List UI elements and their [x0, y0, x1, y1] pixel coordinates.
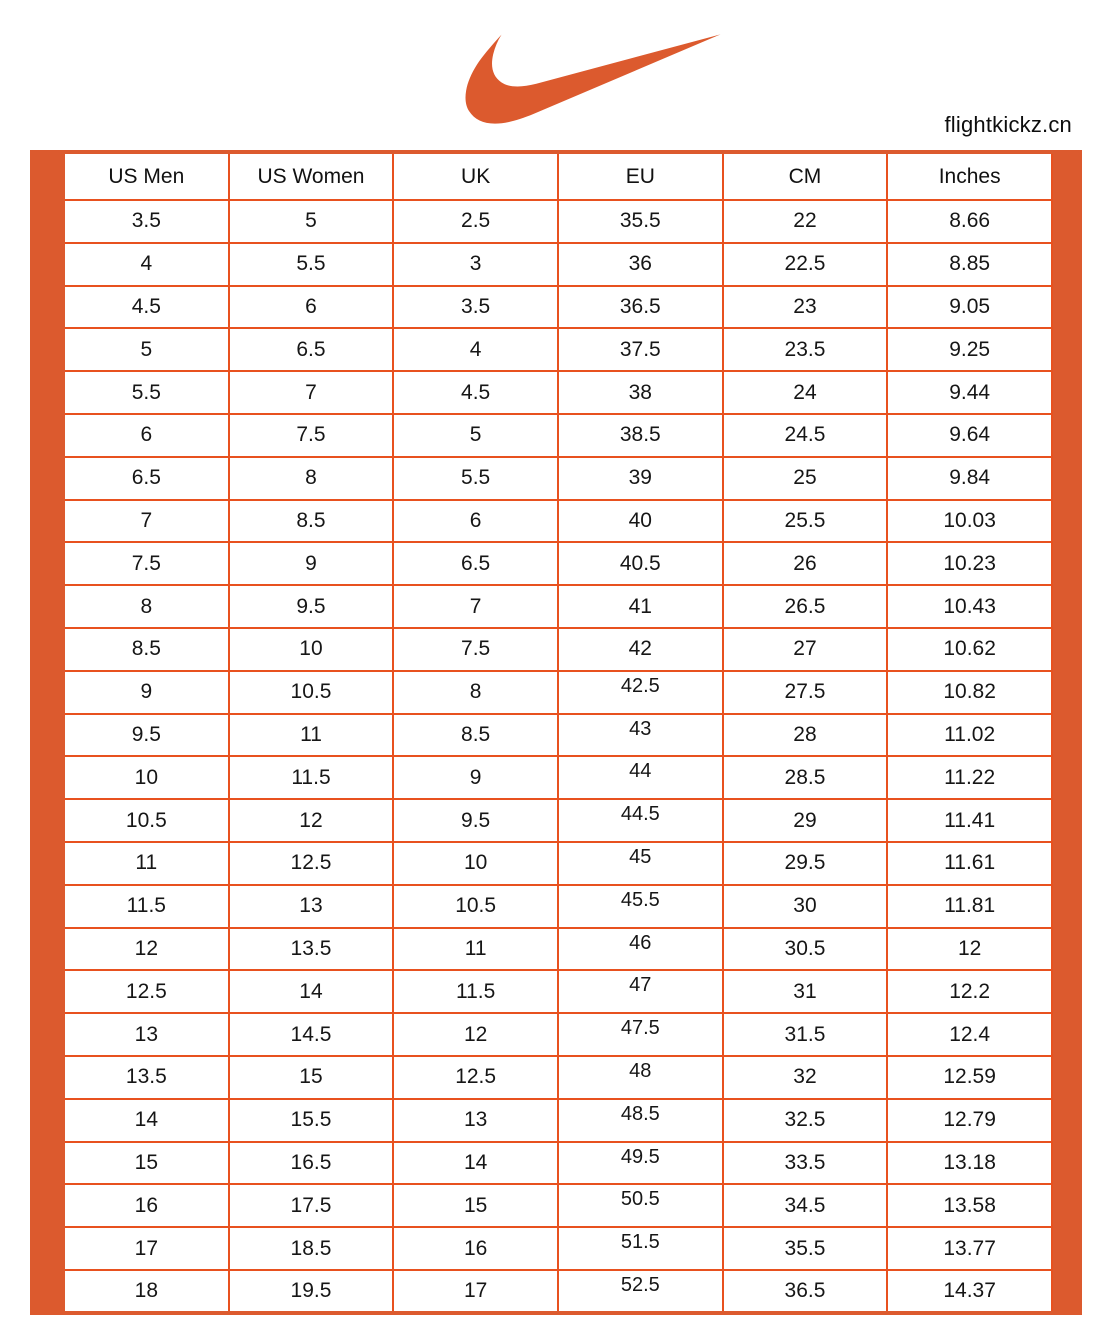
table-row	[32, 842, 1080, 885]
table-row	[32, 1056, 1080, 1099]
table-cell: 10	[229, 628, 394, 671]
table-cell: 30	[723, 885, 888, 928]
orange-strip-cell	[32, 756, 64, 799]
table-cell: 28	[723, 714, 888, 757]
table-cell: 12.2	[887, 970, 1052, 1013]
table-cell: 5.5	[393, 457, 558, 500]
table-cell: 8	[64, 585, 229, 628]
orange-strip-cell	[1052, 414, 1080, 457]
table-cell: 4	[393, 328, 558, 371]
table-row	[32, 756, 1080, 799]
table-cell: 8.5	[64, 628, 229, 671]
table-cell: 13	[64, 1013, 229, 1056]
table-cell: 29.5	[723, 842, 888, 885]
table-cell: 37.5	[558, 328, 723, 371]
orange-strip-cell	[1052, 585, 1080, 628]
table-cell: 10.5	[229, 671, 394, 714]
table-cell: 42.5	[558, 671, 723, 714]
table-cell: 8.66	[887, 200, 1052, 243]
table-cell: 47.5	[558, 1013, 723, 1056]
table-cell: 11	[393, 928, 558, 971]
table-cell: 14	[229, 970, 394, 1013]
table-cell: 8	[229, 457, 394, 500]
table-cell: 6.5	[64, 457, 229, 500]
orange-strip-cell	[32, 714, 64, 757]
table-cell: 13	[229, 885, 394, 928]
table-cell: 9.5	[64, 714, 229, 757]
table-cell: 6.5	[229, 328, 394, 371]
table-cell: 14	[64, 1099, 229, 1142]
table-cell: 10.43	[887, 585, 1052, 628]
orange-strip-cell	[32, 671, 64, 714]
size-chart-table	[30, 150, 1082, 1315]
table-cell: 30.5	[723, 928, 888, 971]
table-cell: 12.59	[887, 1056, 1052, 1099]
orange-strip-cell	[1052, 885, 1080, 928]
table-cell: 15.5	[229, 1099, 394, 1142]
table-cell: 13	[393, 1099, 558, 1142]
table-cell: 9	[64, 671, 229, 714]
table-row	[32, 542, 1080, 585]
table-cell: 25	[723, 457, 888, 500]
table-cell: 11.5	[64, 885, 229, 928]
orange-strip-cell	[1052, 1013, 1080, 1056]
table-cell: 44.5	[558, 799, 723, 842]
table-cell: 27	[723, 628, 888, 671]
table-cell: 35.5	[558, 200, 723, 243]
orange-strip-cell	[32, 585, 64, 628]
orange-strip-cell	[1052, 1227, 1080, 1270]
orange-strip-cell	[1052, 628, 1080, 671]
table-cell: 41	[558, 585, 723, 628]
table-row	[32, 714, 1080, 757]
table-cell: 44	[558, 756, 723, 799]
orange-strip-cell	[1052, 457, 1080, 500]
table-cell: 14	[393, 1142, 558, 1185]
table-cell: 7	[64, 500, 229, 543]
table-cell: 16	[64, 1184, 229, 1227]
orange-strip-cell	[32, 414, 64, 457]
table-cell: 13.77	[887, 1227, 1052, 1270]
table-cell: 36.5	[723, 1270, 888, 1313]
table-cell: 4	[64, 243, 229, 286]
orange-strip-cell	[1052, 152, 1080, 200]
orange-strip-cell	[32, 500, 64, 543]
table-cell: 9.5	[229, 585, 394, 628]
table-cell: 31	[723, 970, 888, 1013]
table-cell: 9.05	[887, 286, 1052, 329]
table-cell: 48	[558, 1056, 723, 1099]
table-row	[32, 414, 1080, 457]
table-cell: 9.84	[887, 457, 1052, 500]
table-cell: 14.5	[229, 1013, 394, 1056]
orange-strip-cell	[1052, 671, 1080, 714]
table-cell: 49.5	[558, 1142, 723, 1185]
table-cell: 15	[229, 1056, 394, 1099]
table-cell: 13.58	[887, 1184, 1052, 1227]
table-cell: 23.5	[723, 328, 888, 371]
orange-strip-cell	[1052, 1099, 1080, 1142]
table-row	[32, 200, 1080, 243]
table-cell: 19.5	[229, 1270, 394, 1313]
table-row	[32, 500, 1080, 543]
table-cell: 26	[723, 542, 888, 585]
table-cell: 36.5	[558, 286, 723, 329]
table-cell: 3.5	[393, 286, 558, 329]
table-cell: 11.61	[887, 842, 1052, 885]
table-cell: 5	[229, 200, 394, 243]
table-cell: 27.5	[723, 671, 888, 714]
table-row	[32, 671, 1080, 714]
table-row	[32, 585, 1080, 628]
table-cell: 5.5	[229, 243, 394, 286]
table-cell: 7	[393, 585, 558, 628]
orange-strip-cell	[1052, 286, 1080, 329]
table-cell: 14.37	[887, 1270, 1052, 1313]
table-cell: 17.5	[229, 1184, 394, 1227]
table-cell: 43	[558, 714, 723, 757]
table-cell: 9	[229, 542, 394, 585]
table-cell: 36	[558, 243, 723, 286]
table-cell: 10	[64, 756, 229, 799]
table-cell: 7	[229, 371, 394, 414]
orange-strip-cell	[1052, 542, 1080, 585]
orange-strip-cell	[1052, 1184, 1080, 1227]
orange-strip-cell	[32, 842, 64, 885]
table-cell: 51.5	[558, 1227, 723, 1270]
table-cell: 7.5	[393, 628, 558, 671]
table-cell: 10.03	[887, 500, 1052, 543]
orange-strip-cell	[32, 286, 64, 329]
orange-strip-cell	[32, 970, 64, 1013]
table-cell: 15	[64, 1142, 229, 1185]
orange-strip-cell	[1052, 1056, 1080, 1099]
table-cell: 5	[64, 328, 229, 371]
orange-strip-cell	[32, 1270, 64, 1313]
table-cell: 45	[558, 842, 723, 885]
table-cell: 18.5	[229, 1227, 394, 1270]
orange-strip-cell	[1052, 371, 1080, 414]
orange-strip-cell	[32, 1013, 64, 1056]
table-cell: 10.5	[64, 799, 229, 842]
table-cell: 23	[723, 286, 888, 329]
table-cell: 12	[887, 928, 1052, 971]
orange-strip-cell	[32, 1056, 64, 1099]
orange-strip-cell	[32, 628, 64, 671]
orange-strip-cell	[32, 799, 64, 842]
table-cell: 12.79	[887, 1099, 1052, 1142]
table-cell: 33.5	[723, 1142, 888, 1185]
orange-strip-cell	[1052, 756, 1080, 799]
column-header: US Women	[229, 152, 394, 200]
table-cell: 15	[393, 1184, 558, 1227]
table-cell: 45.5	[558, 885, 723, 928]
table-cell: 12.5	[64, 970, 229, 1013]
table-row	[32, 799, 1080, 842]
orange-strip-cell	[32, 371, 64, 414]
table-row	[32, 1270, 1080, 1313]
table-row	[32, 286, 1080, 329]
table-cell: 5.5	[64, 371, 229, 414]
orange-strip-cell	[1052, 1270, 1080, 1313]
orange-strip-cell	[1052, 1142, 1080, 1185]
orange-strip-cell	[1052, 328, 1080, 371]
table-cell: 16.5	[229, 1142, 394, 1185]
table-cell: 2.5	[393, 200, 558, 243]
orange-strip-cell	[32, 542, 64, 585]
table-cell: 52.5	[558, 1270, 723, 1313]
orange-strip-cell	[32, 928, 64, 971]
table-cell: 10.23	[887, 542, 1052, 585]
orange-strip-cell	[1052, 714, 1080, 757]
table-cell: 31.5	[723, 1013, 888, 1056]
table-row	[32, 628, 1080, 671]
orange-strip-cell	[32, 1099, 64, 1142]
table-row	[32, 1227, 1080, 1270]
orange-strip-cell	[32, 885, 64, 928]
table-cell: 24	[723, 371, 888, 414]
orange-strip-cell	[32, 1142, 64, 1185]
table-cell: 16	[393, 1227, 558, 1270]
table-cell: 22	[723, 200, 888, 243]
table-cell: 42	[558, 628, 723, 671]
orange-strip-cell	[32, 1184, 64, 1227]
column-header: Inches	[887, 152, 1052, 200]
table-cell: 50.5	[558, 1184, 723, 1227]
table-cell: 9.64	[887, 414, 1052, 457]
table-cell: 46	[558, 928, 723, 971]
table-cell: 34.5	[723, 1184, 888, 1227]
table-cell: 38.5	[558, 414, 723, 457]
header-row	[32, 152, 1080, 200]
table-cell: 12.5	[393, 1056, 558, 1099]
orange-strip-cell	[1052, 243, 1080, 286]
table-cell: 10.82	[887, 671, 1052, 714]
table-cell: 6	[64, 414, 229, 457]
table-cell: 3.5	[64, 200, 229, 243]
column-header: CM	[723, 152, 888, 200]
table-row	[32, 885, 1080, 928]
table-header	[32, 152, 1080, 200]
table-cell: 8.5	[393, 714, 558, 757]
table-cell: 38	[558, 371, 723, 414]
table-cell: 12.4	[887, 1013, 1052, 1056]
table-cell: 11.5	[229, 756, 394, 799]
table-cell: 11.02	[887, 714, 1052, 757]
orange-strip-cell	[32, 457, 64, 500]
table-cell: 35.5	[723, 1227, 888, 1270]
table-cell: 5	[393, 414, 558, 457]
table-cell: 12.5	[229, 842, 394, 885]
orange-strip-cell	[1052, 200, 1080, 243]
table-cell: 8	[393, 671, 558, 714]
orange-strip-cell	[1052, 842, 1080, 885]
table-cell: 10.5	[393, 885, 558, 928]
table-cell: 10	[393, 842, 558, 885]
table-cell: 4.5	[64, 286, 229, 329]
table-row	[32, 1184, 1080, 1227]
table-cell: 6	[229, 286, 394, 329]
column-header: US Men	[64, 152, 229, 200]
table-cell: 22.5	[723, 243, 888, 286]
table-cell: 29	[723, 799, 888, 842]
table-cell: 26.5	[723, 585, 888, 628]
table-row	[32, 371, 1080, 414]
table-row	[32, 1142, 1080, 1185]
table-cell: 6.5	[393, 542, 558, 585]
swoosh-icon	[466, 34, 721, 123]
table-cell: 4.5	[393, 371, 558, 414]
orange-strip-cell	[32, 328, 64, 371]
watermark-text: flightkickz.cn	[944, 112, 1072, 137]
table-cell: 11	[229, 714, 394, 757]
table-cell: 17	[393, 1270, 558, 1313]
table-cell: 18	[64, 1270, 229, 1313]
table-cell: 40.5	[558, 542, 723, 585]
table-cell: 11	[64, 842, 229, 885]
orange-strip-cell	[1052, 970, 1080, 1013]
table-row	[32, 928, 1080, 971]
table-cell: 9.5	[393, 799, 558, 842]
table-cell: 6	[393, 500, 558, 543]
table-cell: 39	[558, 457, 723, 500]
table-row	[32, 457, 1080, 500]
orange-strip-cell	[32, 200, 64, 243]
table-row	[32, 328, 1080, 371]
orange-strip-cell	[1052, 928, 1080, 971]
nike-swoosh-logo	[452, 28, 734, 130]
table-cell: 13.5	[229, 928, 394, 971]
orange-strip-cell	[32, 243, 64, 286]
table-cell: 11.5	[393, 970, 558, 1013]
table-cell: 11.81	[887, 885, 1052, 928]
table-cell: 11.22	[887, 756, 1052, 799]
table-cell: 7.5	[64, 542, 229, 585]
table-cell: 12	[229, 799, 394, 842]
table-cell: 17	[64, 1227, 229, 1270]
table-cell: 12	[393, 1013, 558, 1056]
table-cell: 13.18	[887, 1142, 1052, 1185]
column-header: EU	[558, 152, 723, 200]
table-row	[32, 1099, 1080, 1142]
column-header: UK	[393, 152, 558, 200]
table-cell: 11.41	[887, 799, 1052, 842]
table-cell: 8.85	[887, 243, 1052, 286]
orange-strip-cell	[1052, 799, 1080, 842]
table-cell: 9.44	[887, 371, 1052, 414]
orange-strip-cell	[32, 152, 64, 200]
table-cell: 8.5	[229, 500, 394, 543]
table-row	[32, 970, 1080, 1013]
table-body	[32, 200, 1080, 1313]
table-cell: 9	[393, 756, 558, 799]
table-cell: 10.62	[887, 628, 1052, 671]
table-cell: 25.5	[723, 500, 888, 543]
table-row	[32, 1013, 1080, 1056]
orange-strip-cell	[1052, 500, 1080, 543]
table-row	[32, 243, 1080, 286]
table-cell: 32	[723, 1056, 888, 1099]
table-cell: 40	[558, 500, 723, 543]
table-cell: 12	[64, 928, 229, 971]
orange-strip-cell	[32, 1227, 64, 1270]
table-cell: 47	[558, 970, 723, 1013]
table-cell: 9.25	[887, 328, 1052, 371]
table-cell: 28.5	[723, 756, 888, 799]
table-cell: 13.5	[64, 1056, 229, 1099]
table-cell: 3	[393, 243, 558, 286]
table-cell: 32.5	[723, 1099, 888, 1142]
table-cell: 48.5	[558, 1099, 723, 1142]
table-cell: 7.5	[229, 414, 394, 457]
table-cell: 24.5	[723, 414, 888, 457]
